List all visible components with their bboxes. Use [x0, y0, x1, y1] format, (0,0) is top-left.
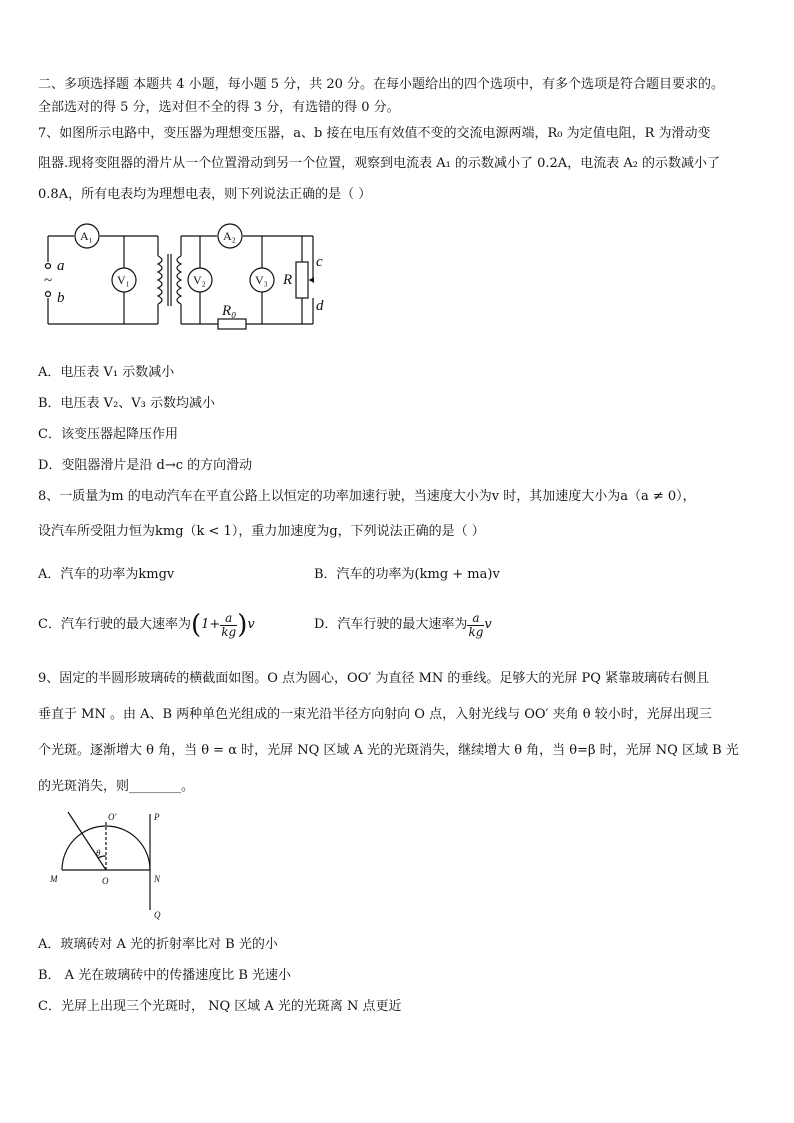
q7-option-d: D．变阻器滑片是沿 d→c 的方向滑动 [38, 458, 253, 473]
meter-v3-label: V₃ [255, 273, 268, 287]
point-o-label: O [102, 876, 109, 886]
q8-option-c-one: 1+ [201, 617, 221, 632]
q8-option-c-v: v [247, 617, 255, 632]
q9-option-b: B． A 光在玻璃砖中的传播速度比 B 光速小 [38, 968, 292, 983]
q7-stem-line3: 0.8A，所有电表均为理想电表，则下列说法正确的是（ ） [38, 187, 372, 202]
section-heading-line1: 二、多项选择题 本题共 4 小题，每小题 5 分，共 20 分。在每小题给出的四个选项中，有多个选项是符合题目要求的。 [38, 77, 725, 92]
q8-option-c-fraction [220, 612, 237, 639]
q7-stem-line2: 阻器.现将变阻器的滑片从一个位置滑动到另一个位置，观察到电流表 A₁ 的示数减小了 0.2A，电流表 A₂ 的示数减小了 [38, 156, 721, 171]
q9-stem-line2: 垂直于 MN 。由 A、B 两种单色光组成的一束光沿半径方向射向 O 点，入射光线与 OO′ 夹角 θ 较小时，光屏出现三 [38, 707, 712, 722]
q8-option-d-denominator: kg [468, 624, 484, 639]
q9-option-a: A．玻璃砖对 A 光的折射率比对 B 光的小 [38, 937, 278, 952]
q8-option-c-prefix: C．汽车行驶的最大速率为 [38, 617, 191, 632]
point-m-label: M [50, 874, 58, 884]
q7-stem-line1: 7、如图所示电路中，变压器为理想变压器，a、b 接在电压有效值不变的交流电源两端，R₀ 为定值电阻，R 为滑动变 [38, 126, 711, 141]
q8-option-d-numerator: a [467, 612, 484, 626]
ac-source-symbol: ~ [44, 273, 53, 289]
meter-v1-label: V₁ [117, 273, 130, 287]
q7-option-a: A．电压表 V₁ 示数减小 [38, 365, 175, 380]
rheostat-r-label: R [283, 272, 293, 288]
q8-stem-line1: 8、一质量为m 的电动汽车在平直公路上以恒定的功率加速行驶，当速度大小为v 时，其加速度大小为a（a ≠ 0）， [38, 489, 696, 504]
resistor-r0-label: R₀ [222, 303, 237, 319]
point-o-prime-label: O′ [108, 812, 117, 822]
section-heading-line2: 全部选对的得 5 分，选对但不全的得 3 分，有选错的得 0 分。 [38, 100, 400, 115]
q9-stem-line4: 的光斑消失，则________。 [38, 779, 195, 794]
q8-option-c-numerator: a [220, 612, 237, 626]
q7-option-b: B．电压表 V₂、V₃ 示数均减小 [38, 396, 216, 411]
rheostat-d-label: d [316, 298, 324, 314]
meter-v2-label: V₂ [193, 273, 206, 287]
q8-option-d-fraction [467, 612, 484, 639]
terminal-a-label: a [57, 258, 65, 274]
meter-a1-label: A₁ [80, 229, 93, 243]
q9-stem-line1: 9、固定的半圆形玻璃砖的横截面如图。O 点为圆心，OO′ 为直径 MN 的垂线。足够大的光屏 PQ 紧靠玻璃砖右侧且 [38, 671, 710, 686]
q8-option-d [314, 603, 492, 647]
q8-stem-line2: 设汽车所受阻力恒为kmg（k < 1），重力加速度为g，下列说法正确的是（ ） [38, 524, 485, 539]
q8-option-d-prefix: D．汽车行驶的最大速率为 [314, 617, 468, 632]
terminal-b-label: b [57, 290, 65, 306]
q7-circuit-diagram [40, 222, 340, 334]
q8-option-c-left-paren: ( [190, 610, 202, 640]
q9-stem-line3: 个光斑。逐渐增大 θ 角，当 θ = α 时，光屏 NQ 区域 A 光的光斑消失，继续增大 θ 角，当 θ=β 时，光屏 NQ 区域 B 光 [38, 743, 739, 758]
angle-theta-label: θ [96, 848, 101, 858]
q8-option-b: B．汽车的功率为(kmg + ma)v [314, 567, 500, 582]
meter-a2-label: A₂ [223, 229, 236, 243]
q8-option-a: A．汽车的功率为kmgv [38, 567, 175, 582]
q8-option-c-denominator: kg [221, 624, 237, 639]
point-n-label: N [154, 874, 161, 884]
q8-option-c-right-paren: ) [237, 610, 248, 640]
q9-optics-diagram [44, 806, 184, 924]
q7-option-c: C．该变压器起降压作用 [38, 427, 178, 442]
point-q-label: Q [154, 910, 161, 920]
point-p-label: P [154, 812, 160, 822]
rheostat-c-label: c [316, 254, 323, 270]
q9-option-c: C．光屏上出现三个光斑时， NQ 区域 A 光的光斑离 N 点更近 [38, 999, 402, 1014]
q8-option-d-v: v [484, 617, 492, 632]
q8-option-c [38, 603, 255, 647]
